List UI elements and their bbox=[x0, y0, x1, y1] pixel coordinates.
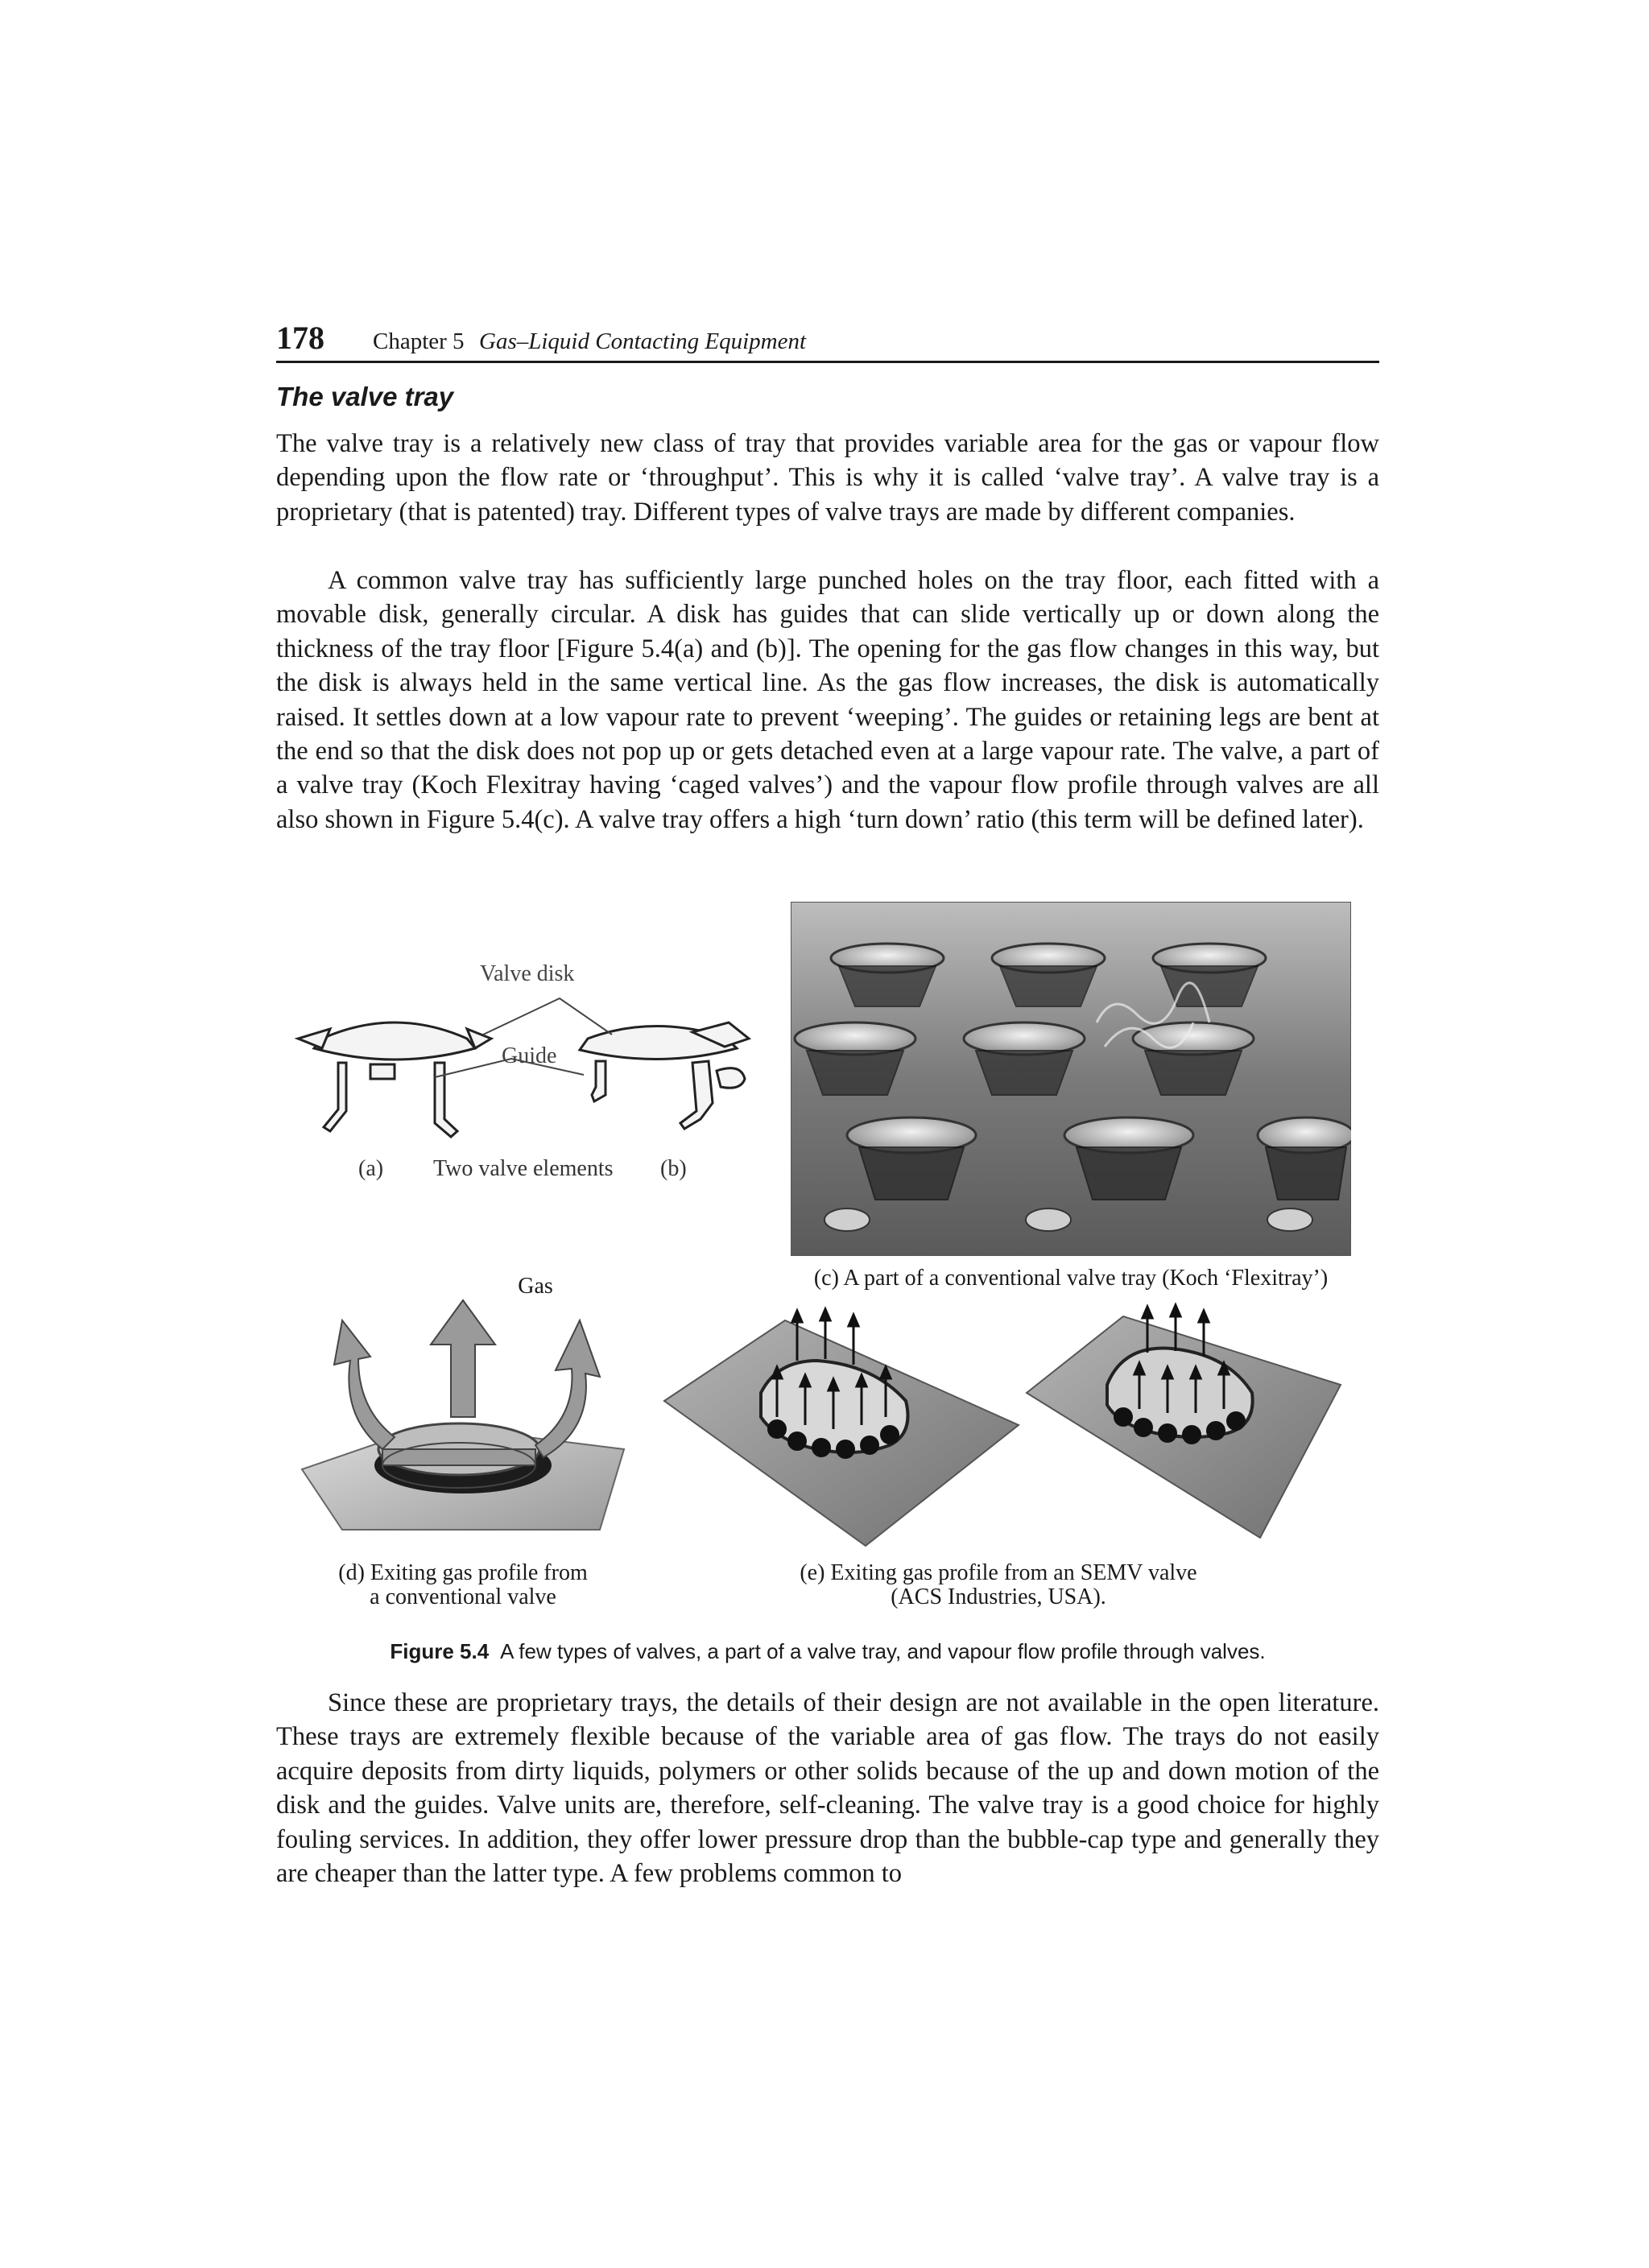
section-heading: The valve tray bbox=[276, 382, 454, 411]
semv-valves-drawing bbox=[656, 1296, 1349, 1562]
running-header bbox=[276, 320, 1379, 363]
paragraph-3: Since these are proprietary trays, the details of their design are not available in the open literature. These trays are extremely flexible because of the variable area of gas flow. The trays do not easily acquire deposits from dirty liquids, polymers or other solids because of the up and down motion of the disk and the guides. Valve units are, therefore, self-cleaning. The valve tray is a good choice for highly fouling services. In addition, they offer lower pressure drop than the bubble-cap type and generally they are cheaper than the latter type. A few problems common to bbox=[276, 1688, 1379, 1889]
caption-d-line-2: a conventional valve bbox=[370, 1584, 556, 1609]
flexitray-photo bbox=[791, 902, 1351, 1256]
paragraph-2: A common valve tray has sufficiently large punched holes on the tray floor, each fitted with a movable disk, generally circular. A disk has guides that can slide vertically up or down along the thickness of the tray floor [Figure 5.4(a) and (b)]. The opening for the gas flow changes in this way, but the disk is always held in the same vertical line. As the gas flow increases, the disk is automatically raised. It settles down at a low vapour rate to prevent ‘weeping’. The guides or retaining legs are bent at the end so that the disk does not pop up or gets detached even at a large vapour rate. The valve, a part of a valve tray (Koch Flexitray having ‘caged valves’) and the vapour flow profile through valves are all also shown in Figure 5.4(c). A valve tray offers a high ‘turn down’ ratio (this term will be defined later). bbox=[276, 566, 1379, 834]
caption-c: (c) A part of a conventional valve tray (Koch ‘Flexitray’) bbox=[813, 1266, 1329, 1291]
guide-label: Guide bbox=[502, 1043, 557, 1068]
label-a: (a) bbox=[358, 1156, 384, 1181]
caption-e-line-2: (ACS Industries, USA). bbox=[891, 1584, 1106, 1609]
caption-e-line-1: (e) Exiting gas profile from an SEMV valve bbox=[800, 1560, 1197, 1585]
gas-label: Gas bbox=[518, 1274, 553, 1299]
caption-d-line-1: (d) Exiting gas profile from bbox=[338, 1560, 588, 1585]
figure-number: Figure 5.4 bbox=[390, 1639, 490, 1663]
two-valve-elements-label: Two valve elements bbox=[433, 1156, 614, 1181]
page-number: 178 bbox=[276, 320, 324, 356]
conventional-valve-drawing bbox=[294, 1288, 632, 1554]
figure-caption-text: A few types of valves, a part of a valve tray, and vapour flow profile through valves. bbox=[500, 1639, 1266, 1663]
valve-elements-drawing bbox=[274, 958, 789, 1200]
chapter-title: Gas–Liquid Contacting Equipment bbox=[479, 328, 806, 354]
label-b: (b) bbox=[660, 1156, 687, 1181]
paragraph-1: The valve tray is a relatively new class of tray that provides variable area for the gas or vapour flow depending upon the flow rate or ‘throughput’. This is why it is called ‘valve tray’. A valve tray is a proprietary (that is patented) tray. Different types of valve trays are made by different companies. bbox=[276, 429, 1379, 527]
figure-caption bbox=[276, 1639, 1379, 1664]
valve-disk-label: Valve disk bbox=[480, 961, 575, 986]
chapter-label: Chapter 5 bbox=[373, 328, 465, 354]
